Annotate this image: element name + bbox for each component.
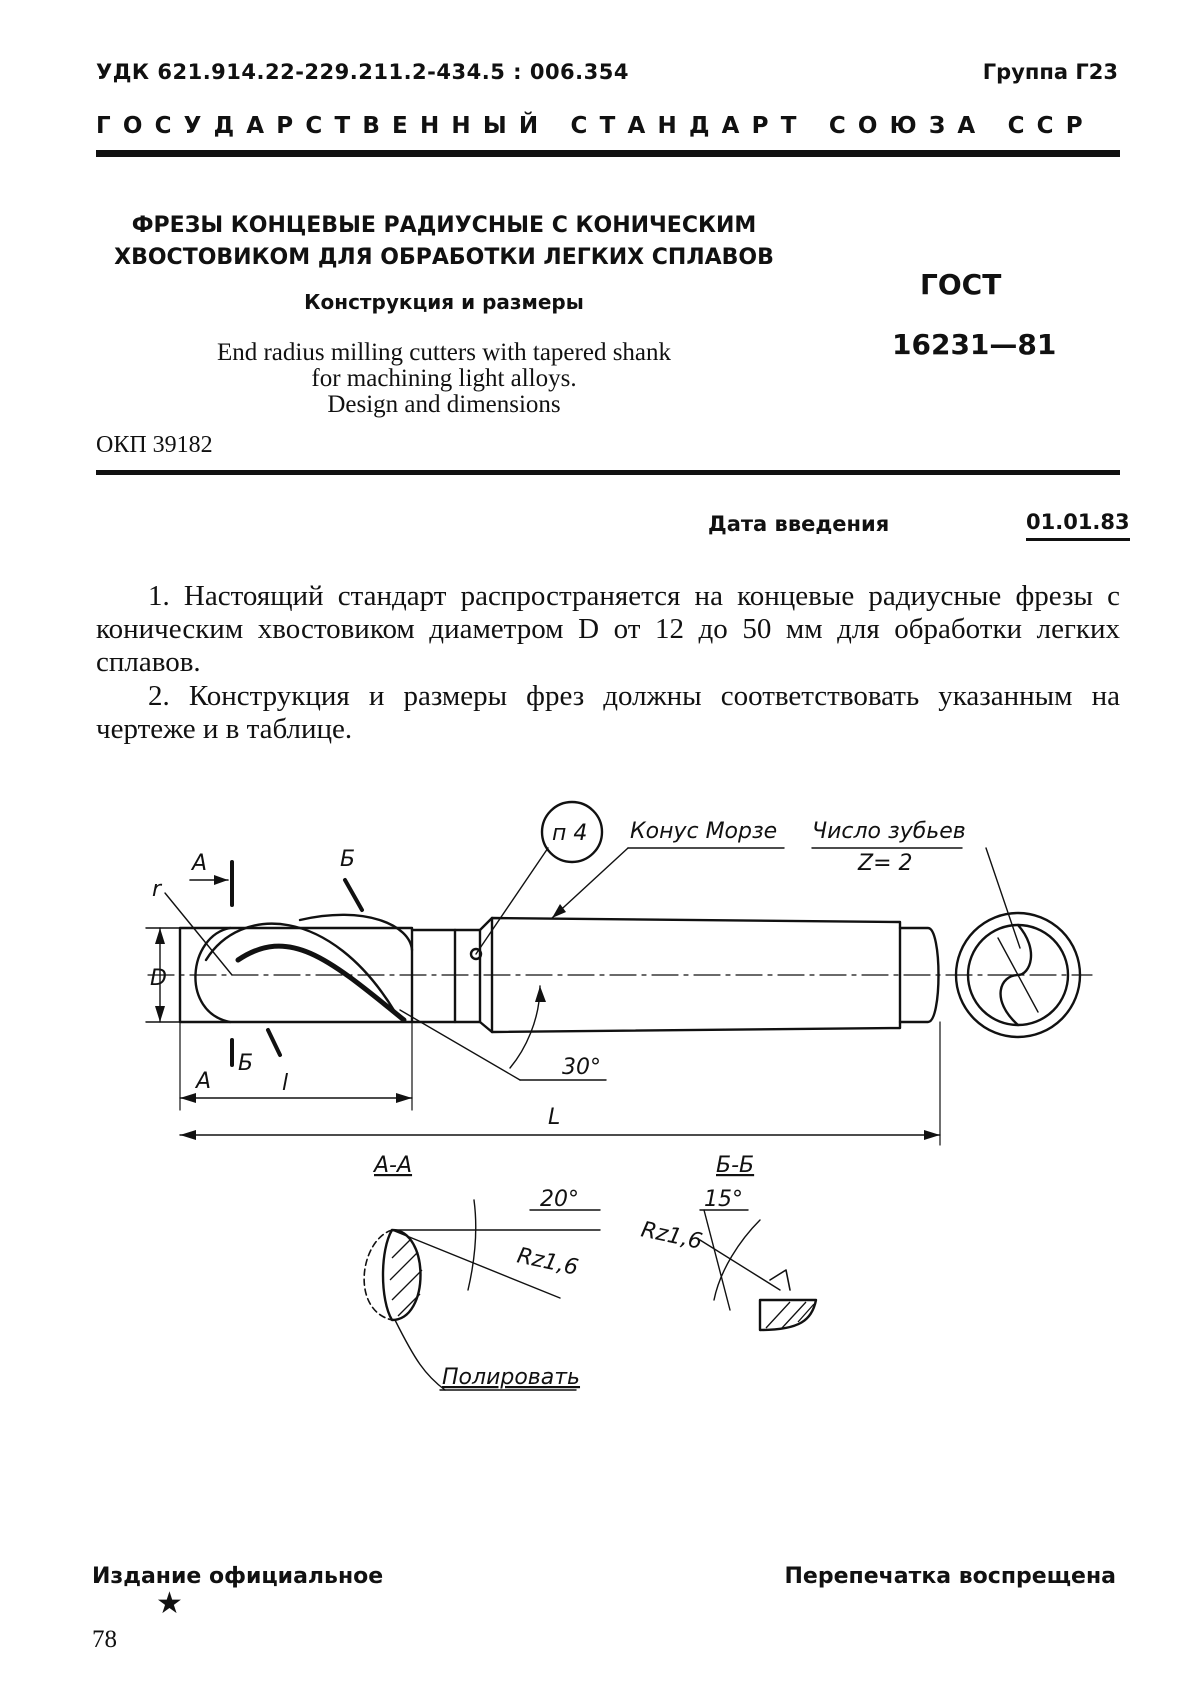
teeth-count-label: Число зубьев: [812, 819, 966, 844]
note-ref-leader: [476, 848, 548, 954]
dim-r-leader: [165, 893, 232, 975]
title-ru-line1: ФРЕЗЫ КОНЦЕВЫЕ РАДИУСНЫЕ С КОНИЧЕСКИМ: [131, 213, 757, 238]
paragraph-1: 1. Настоящий стандарт распространяется на концевые радиусные фрезы с коническим хвостовиком диаметром D от 12 до 50 мм для обработки легких сплавов.: [96, 580, 1120, 678]
section-BB-title: Б-Б: [716, 1153, 755, 1178]
page-number: 78: [92, 1626, 117, 1653]
dim-l-label: l: [282, 1071, 289, 1096]
dim-D-label: D: [150, 966, 167, 991]
section-mark-A-top-label: А: [192, 851, 208, 876]
polish-label: Полировать: [442, 1365, 581, 1390]
paragraph-2: 2. Конструкция и размеры фрез должны соответствовать указанным на чертеже и в таблице.: [96, 680, 1120, 745]
teeth-count-value: Z= 2: [858, 851, 913, 876]
section-mark-B-top: [345, 880, 362, 910]
section-mark-B-bottom-label: Б: [238, 1051, 254, 1076]
dim-r-label: r: [152, 877, 162, 902]
section-AA-angle: 20°: [540, 1187, 579, 1212]
subtitle-ru: Конструкция и размеры: [304, 290, 584, 314]
title-en-line1: End radius milling cutters with tapered shank: [216, 339, 672, 366]
title-en-line2: for machining light alloys.: [311, 365, 577, 392]
section-BB-angle: 15°: [704, 1187, 743, 1212]
morse-taper-label: Конус Морзе: [630, 819, 778, 844]
flute-1: [206, 924, 395, 1012]
arrowheads: [155, 875, 940, 1140]
section-mark-B-top-label: Б: [340, 847, 356, 872]
section-AA-title: А-А: [374, 1153, 413, 1178]
angle-30-arc: [510, 986, 540, 1068]
gost-label: ГОСТ: [920, 268, 1002, 301]
intro-date-label: Дата введения: [708, 512, 890, 536]
section-AA-angle-arc: [468, 1200, 476, 1290]
polish-leader: [395, 1320, 445, 1390]
section-AA-roughness: Rz1,6: [514, 1243, 581, 1281]
note-ref-label: п 4: [552, 821, 588, 846]
state-standard-heading: ГОСУДАРСТВЕННЫЙ СТАНДАРТ СОЮЗА ССР: [96, 113, 1095, 139]
cutter-neck: [412, 930, 480, 1022]
okp-code: ОКП 39182: [96, 432, 213, 458]
edition-label: Издание официальное: [92, 1564, 384, 1589]
title-ru-line2: ХВОСТОВИКОМ ДЛЯ ОБРАБОТКИ ЛЕГКИХ СПЛАВОВ: [114, 245, 774, 270]
section-hatching: [390, 1240, 814, 1328]
flute-2: [300, 915, 412, 950]
section-BB-roughness: Rz1,6: [638, 1217, 705, 1255]
angle-30-leader: [400, 1010, 520, 1080]
dim-L-label: L: [548, 1105, 561, 1130]
star-icon: ★: [156, 1586, 183, 1621]
title-en-line3: Design and dimensions: [327, 391, 561, 418]
reprint-label: Перепечатка воспрещена: [784, 1564, 1116, 1589]
section-mark-B-bottom: [268, 1030, 280, 1055]
section-BB-angle-arc: [714, 1220, 760, 1300]
udk-code: УДК 621.914.22-229.211.2-434.5 : 006.354: [96, 60, 629, 84]
intro-date-value: 01.01.83: [1026, 510, 1130, 541]
morse-leader: [552, 848, 628, 918]
angle-main-label: 30°: [562, 1055, 601, 1080]
flute-edge: [238, 946, 404, 1020]
group-code: Группа Г23: [982, 60, 1118, 84]
gost-number: 16231—81: [892, 328, 1057, 361]
section-mark-A-bottom-label: А: [196, 1069, 212, 1094]
section-AA-profile: [383, 1230, 421, 1320]
